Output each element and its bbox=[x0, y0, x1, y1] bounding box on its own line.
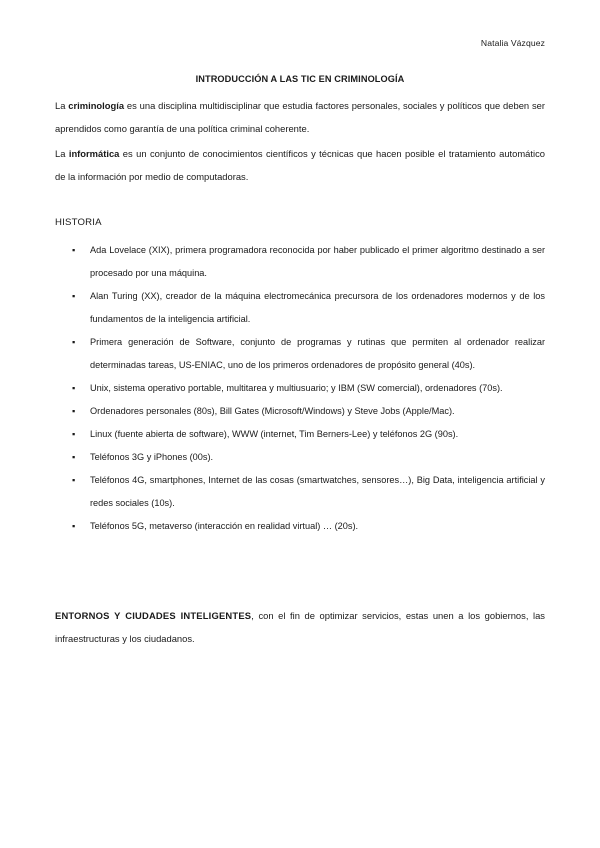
bullet-icon: ▪ bbox=[72, 406, 76, 416]
bullet-icon: ▪ bbox=[72, 245, 76, 255]
p2-prefix: La bbox=[55, 148, 69, 159]
list-item bbox=[55, 423, 545, 446]
p2-rest: es un conjunto de conocimientos científicos y técnicas que hacen posible el tratamiento automático de la información por medio de computadoras. bbox=[55, 148, 545, 182]
criminology-term: criminología bbox=[68, 100, 125, 111]
bullet-icon: ▪ bbox=[72, 337, 76, 347]
list-item bbox=[55, 331, 545, 377]
list-item bbox=[55, 239, 545, 285]
bullet-icon: ▪ bbox=[72, 429, 76, 439]
list-item bbox=[55, 515, 545, 538]
p1-prefix: La bbox=[55, 100, 69, 111]
bullet-icon: ▪ bbox=[72, 291, 76, 301]
informatics-term: informática bbox=[68, 148, 120, 159]
list-item-text: Teléfonos 4G, smartphones, Internet de las cosas (smartwatches, sensores…), Big Data, inteligencia artificial y redes sociales (10s). bbox=[90, 475, 545, 508]
history-list bbox=[55, 239, 545, 538]
list-item-text: Teléfonos 5G, metaverso (interacción en realidad virtual) … (20s). bbox=[90, 521, 359, 531]
list-item bbox=[55, 285, 545, 331]
list-item-text: Ada Lovelace (XIX), primera programadora reconocida por haber publicado el primer algoritmo destinado a ser procesado por una máquina. bbox=[90, 245, 545, 278]
smart-cities-rest: , con el fin de optimizar servicios, estas unen a los gobiernos, las infraestructuras y los ciudadanos. bbox=[55, 610, 545, 644]
list-item-text: Primera generación de Software, conjunto de programas y rutinas que permiten al ordenador realizar determinadas tareas, US-ENIAC, uno de los primeros ordenadores de propósito general (40s). bbox=[90, 337, 545, 370]
list-item bbox=[55, 400, 545, 423]
list-item-text: Teléfonos 3G y iPhones (00s). bbox=[90, 452, 214, 462]
list-item-text: Linux (fuente abierta de software), WWW (internet, Tim Berners-Lee) y teléfonos 2G (90s). bbox=[90, 429, 459, 439]
list-item-text: Unix, sistema operativo portable, multitarea y multiusuario; y IBM (SW comercial), ordenadores (70s). bbox=[90, 383, 503, 393]
list-item-text: Alan Turing (XX), creador de la máquina electromecánica precursora de los ordenadores modernos y de los fundamentos de la inteligencia artificial. bbox=[90, 291, 545, 324]
bullet-icon: ▪ bbox=[72, 521, 76, 531]
p1-rest: es una disciplina multidisciplinar que estudia factores personales, sociales y políticos que deben ser aprendidos como garantía de una política criminal coherente. bbox=[55, 100, 545, 134]
list-item-text: Ordenadores personales (80s), Bill Gates (Microsoft/Windows) y Steve Jobs (Apple/Mac). bbox=[90, 406, 455, 416]
bullet-icon: ▪ bbox=[72, 452, 76, 462]
page-title: INTRODUCCIÓN A LAS TIC EN CRIMINOLOGÍA bbox=[195, 74, 405, 84]
list-item bbox=[55, 377, 545, 400]
smart-cities-term: ENTORNOS Y CIUDADES INTELIGENTES bbox=[55, 610, 252, 621]
informatics-definition bbox=[55, 142, 545, 188]
bullet-icon: ▪ bbox=[72, 475, 76, 485]
smart-cities-paragraph bbox=[55, 604, 545, 650]
criminology-definition bbox=[55, 94, 545, 140]
list-item bbox=[55, 446, 545, 469]
list-item bbox=[55, 469, 545, 515]
author-name: Natalia Vázquez bbox=[480, 38, 545, 48]
history-heading: HISTORIA bbox=[55, 217, 102, 228]
bullet-icon: ▪ bbox=[72, 383, 76, 393]
